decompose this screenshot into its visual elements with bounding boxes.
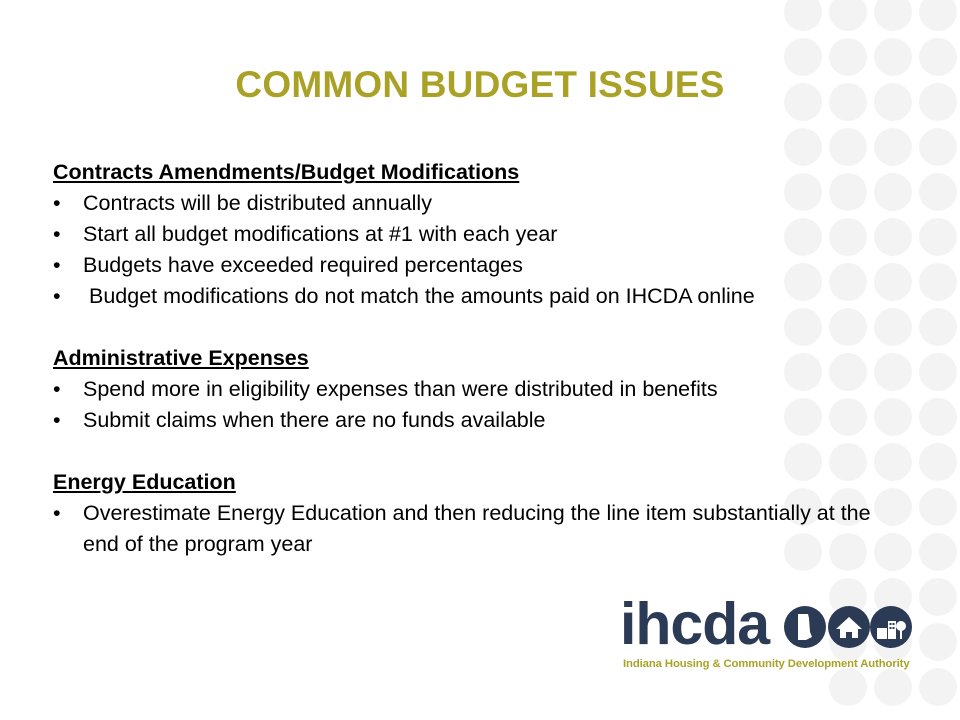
bullet-text: Submit claims when there are no funds available: [83, 408, 546, 432]
bullet-item: • Submit claims when there are no funds available: [53, 405, 883, 436]
logo-icons: [783, 604, 913, 650]
bullet-text: Start all budget modifications at #1 with each year: [83, 222, 558, 246]
community-icon: [870, 606, 912, 648]
slide-title: COMMON BUDGET ISSUES: [235, 64, 725, 105]
section-heading: Energy Education: [53, 470, 236, 494]
logo-tagline: Indiana Housing & Community Development Authority: [623, 658, 910, 670]
bullet-item: • Budgets have exceeded required percentages: [53, 250, 883, 281]
indiana-state-icon: [784, 606, 826, 648]
bullet-text: Contracts will be distributed annually: [83, 191, 432, 215]
section-administrative: [53, 343, 883, 436]
slide-content: [53, 157, 883, 560]
bullet-text: Budgets have exceeded required percentages: [83, 253, 523, 277]
bullet-item: • Budget modifications do not match the amounts paid on IHCDA online: [53, 281, 883, 312]
section-heading: Administrative Expenses: [53, 346, 309, 370]
bullet-text: Overestimate Energy Education and then reducing the line item substantially at the end of the program year: [83, 501, 871, 556]
bullet-item: • Start all budget modifications at #1 with each year: [53, 219, 883, 250]
ihcda-logo: [620, 591, 914, 680]
section-contracts: [53, 157, 883, 312]
bullet-item: • Spend more in eligibility expenses than were distributed in benefits: [53, 374, 883, 405]
section-energy-education: [53, 467, 883, 560]
bullet-text: Budget modifications do not match the amounts paid on IHCDA online: [89, 284, 755, 308]
section-heading: Contracts Amendments/Budget Modifications: [53, 160, 520, 184]
logo-wordmark: ihcda: [620, 591, 770, 657]
bullet-text: Spend more in eligibility expenses than were distributed in benefits: [83, 377, 718, 401]
house-icon: [828, 606, 870, 648]
bullet-item: • Overestimate Energy Education and then reducing the line item substantially at the end of the program year: [53, 498, 883, 560]
bullet-item: • Contracts will be distributed annually: [53, 188, 883, 219]
